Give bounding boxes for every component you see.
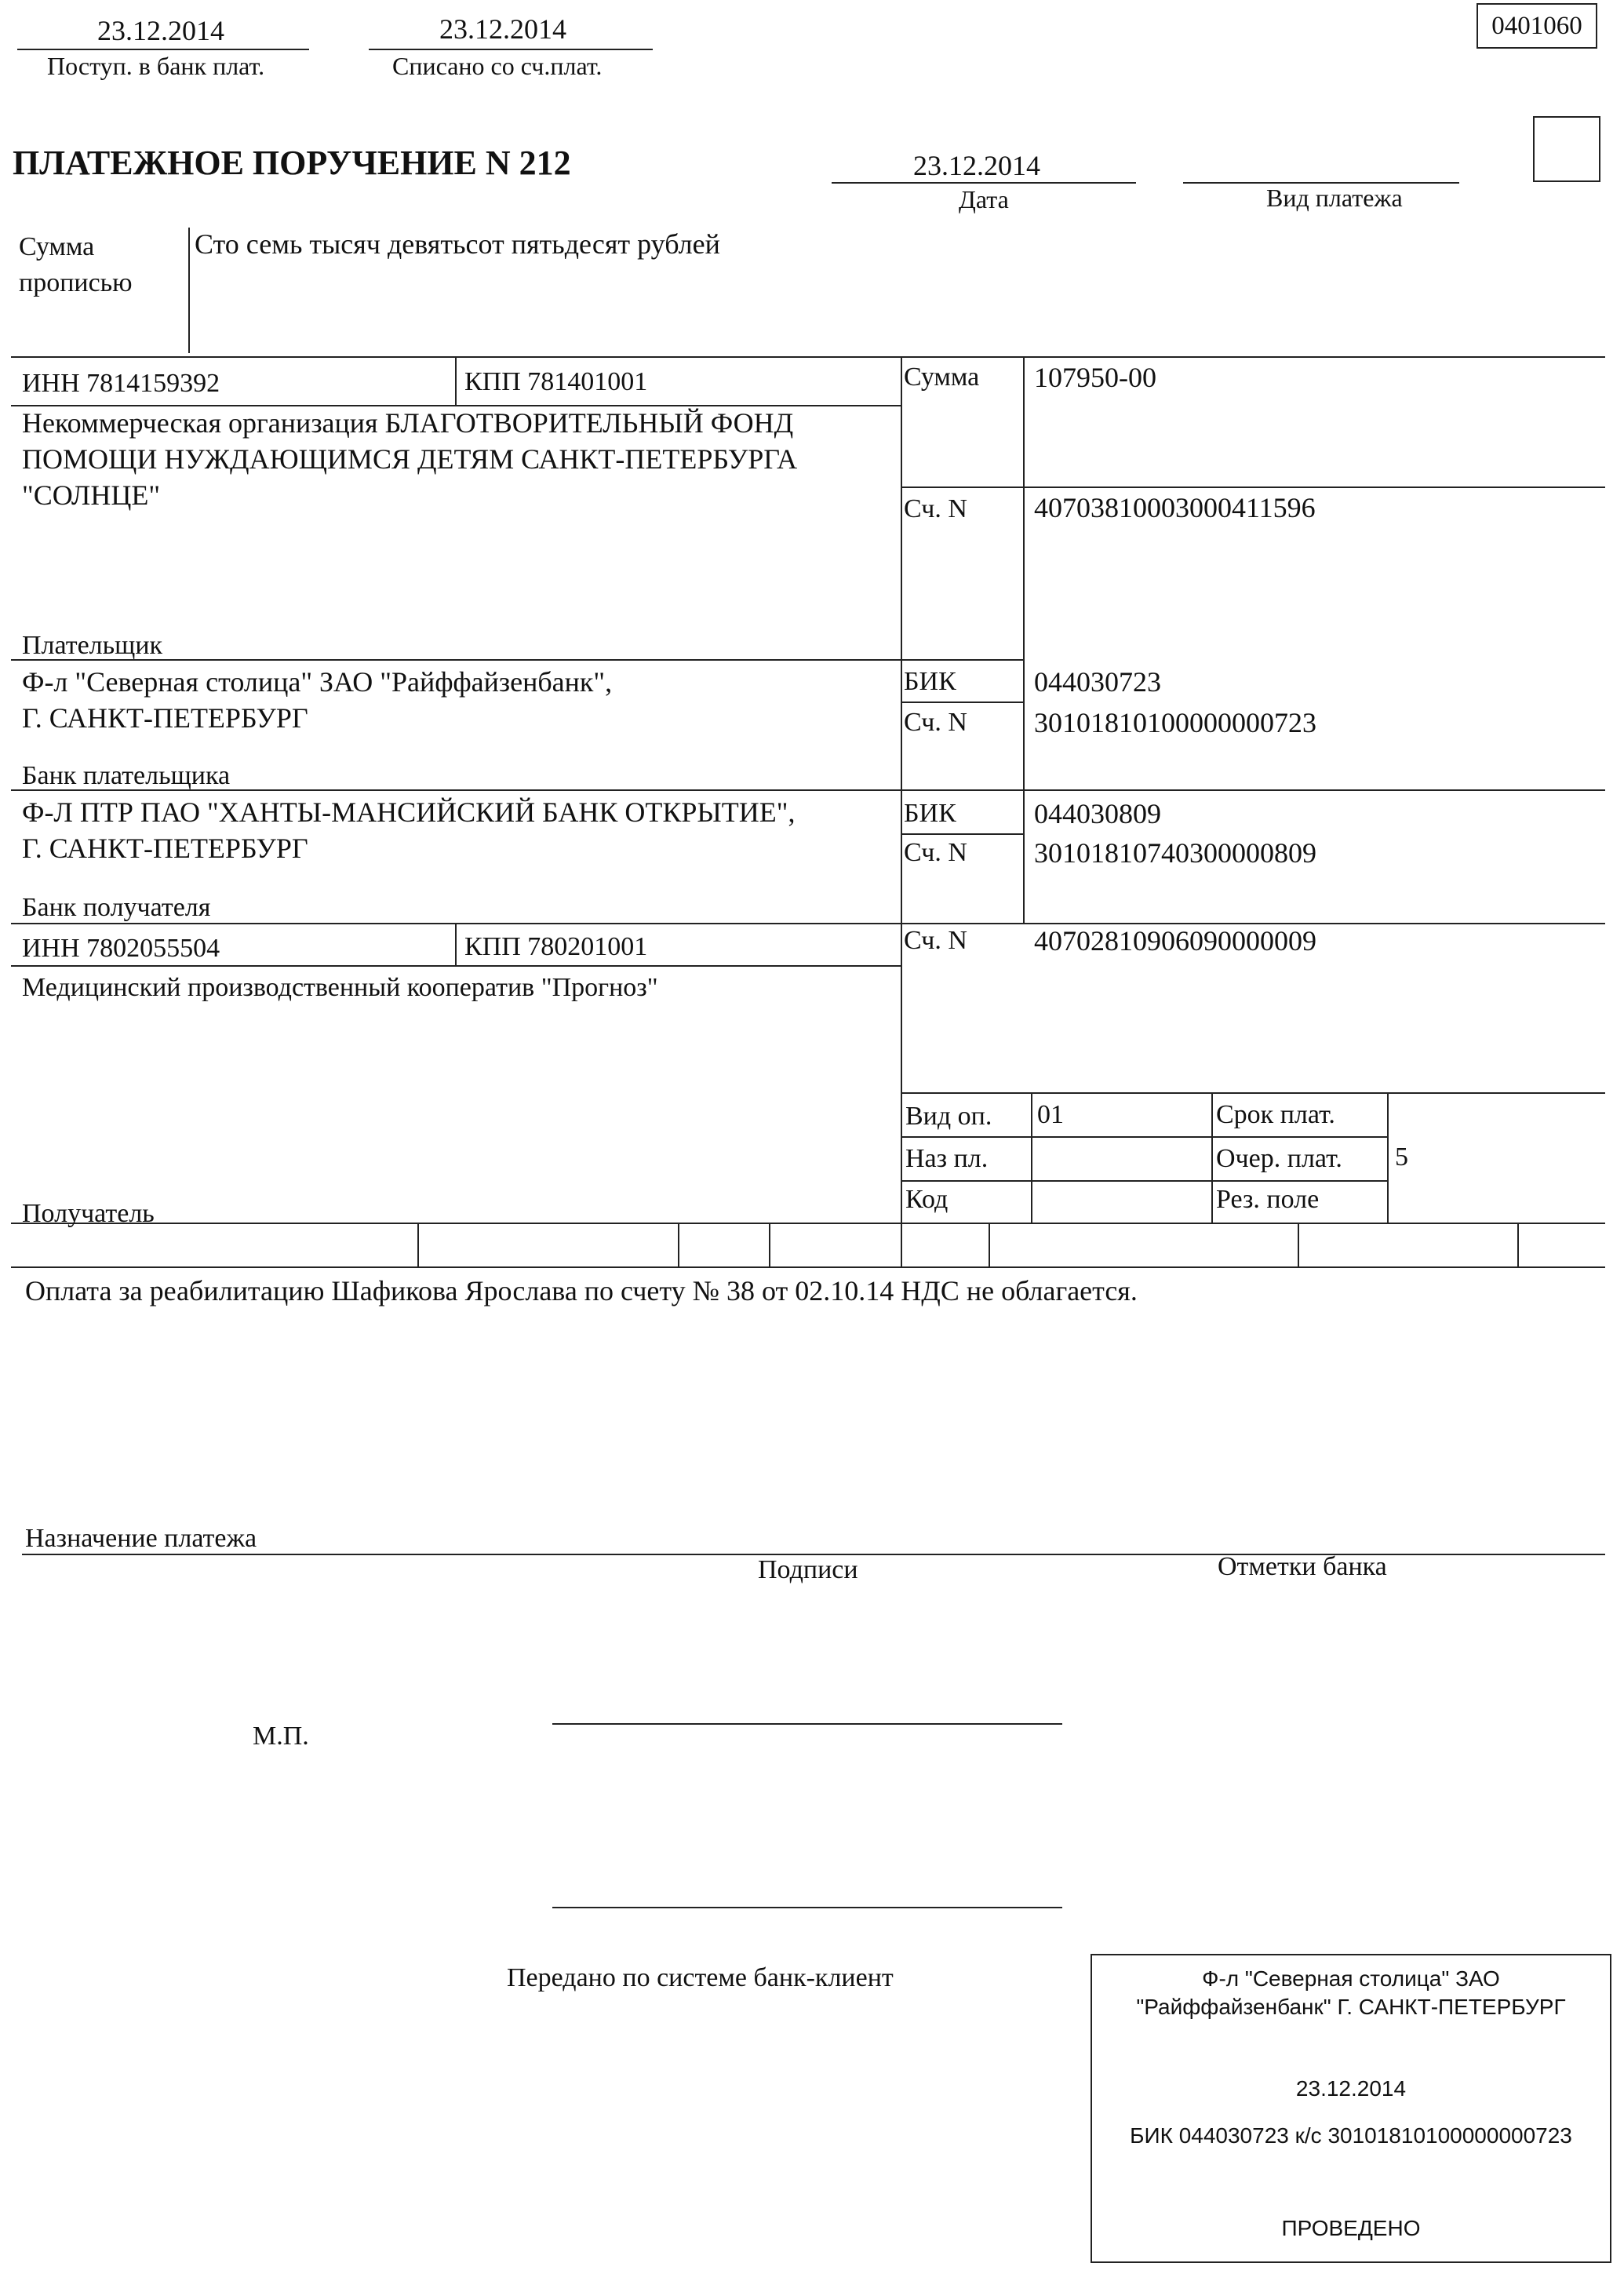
payment-type-box: [1533, 116, 1600, 182]
payer-label: Плательщик: [22, 631, 163, 660]
payment-type-label: Вид платежа: [1266, 184, 1403, 212]
grid-vline-main: [901, 356, 902, 1266]
bank-marks-label: Отметки банка: [1218, 1552, 1387, 1581]
payee-name: Медицинский производственный кооператив "Прогноз": [22, 973, 658, 1002]
grid-vline-inn-payee: [455, 923, 457, 965]
grid-vline-inn-payer: [455, 356, 457, 405]
code-label: Код: [905, 1185, 949, 1214]
debited-date: 23.12.2014: [439, 13, 566, 45]
grid-line-payee-bank: [11, 923, 1605, 924]
payer-bank-name-line-1: Ф-л "Северная столица" ЗАО "Райффайзенбанк",: [22, 666, 613, 698]
debited-date-line: [369, 49, 653, 50]
payee-bank-name-line-1: Ф-Л ПТР ПАО "ХАНТЫ-МАНСИЙСКИЙ БАНК ОТКРЫТИЕ",: [22, 796, 796, 828]
order-date: 23.12.2014: [913, 150, 1040, 181]
reserve-label: Рез. поле: [1216, 1185, 1320, 1214]
budget-vline-4: [989, 1223, 990, 1266]
grid-vline-op-values: [1387, 1092, 1389, 1223]
purpose-label: Назначение платежа: [25, 1524, 257, 1553]
op-type-label: Вид оп.: [905, 1102, 992, 1131]
signature-line-1: [552, 1723, 1062, 1725]
amount-words-divider: [188, 228, 190, 353]
signature-line-2: [552, 1907, 1062, 1908]
form-code: 0401060: [1477, 3, 1597, 49]
received-date-line: [17, 49, 309, 50]
payee-inn: ИНН 7802055504: [22, 934, 220, 963]
stamp-status: ПРОВЕДЕНО: [1281, 2216, 1421, 2240]
budget-vline-3: [769, 1223, 770, 1266]
seal-label: М.П.: [253, 1722, 309, 1751]
payer-account-label: Сч. N: [904, 494, 967, 523]
budget-vline-2: [678, 1223, 679, 1266]
grid-line-payee-account: [901, 1092, 1605, 1094]
payee-bank-bik-label: БИК: [904, 799, 956, 828]
grid-line-account-payer: [901, 487, 1605, 488]
payer-name-line-3: "СОЛНЦЕ": [22, 479, 161, 511]
bank-stamp: [1091, 1954, 1611, 2263]
priority-value: 5: [1395, 1142, 1408, 1172]
grid-line-payer-bank: [11, 789, 1605, 791]
purpose-code-label: Наз пл.: [905, 1144, 989, 1173]
grid-line-payer-bik: [901, 702, 1023, 703]
grid-line-payer: [11, 659, 1023, 661]
grid-line-payee: [11, 1223, 1605, 1224]
payer-bank-name-line-2: Г. САНКТ-ПЕТЕРБУРГ: [22, 702, 308, 734]
signatures-label: Подписи: [758, 1555, 858, 1584]
grid-vline-values-3: [1031, 1092, 1032, 1223]
payee-kpp: КПП 780201001: [464, 932, 648, 961]
payee-bank-account-value: 30101810740300000809: [1034, 837, 1316, 869]
debited-label: Списано со сч.плат.: [392, 52, 603, 80]
op-type-value: 01: [1037, 1100, 1064, 1129]
grid-line-inn-payee: [11, 965, 901, 967]
payee-label: Получатель: [22, 1199, 155, 1228]
payer-bank-label: Банк плательщика: [22, 761, 231, 790]
amount-words-value: Сто семь тысяч девятьсот пятьдесят рублей: [195, 228, 720, 260]
grid-vline-op-labels: [1211, 1092, 1213, 1223]
payee-bank-name-line-2: Г. САНКТ-ПЕТЕРБУРГ: [22, 833, 308, 864]
grid-line-op-2: [901, 1180, 1387, 1182]
page-title: ПЛАТЕЖНОЕ ПОРУЧЕНИЕ N 212: [13, 144, 571, 182]
payee-account-value: 40702810906090000009: [1034, 925, 1316, 957]
priority-label: Очер. плат.: [1216, 1144, 1342, 1173]
stamp-line-1: Ф-л "Северная столица" ЗАО: [1202, 1966, 1500, 1991]
amount-words-label-2: прописью: [19, 268, 133, 297]
budget-vline-1: [417, 1223, 419, 1266]
payer-kpp: КПП 781401001: [464, 367, 648, 396]
payer-bank-account-value: 30101810100000000723: [1034, 707, 1316, 738]
amount-words-label-1: Сумма: [19, 232, 95, 261]
order-date-label: Дата: [959, 185, 1009, 213]
payer-name-line-2: ПОМОЩИ НУЖДАЮЩИМСЯ ДЕТЯМ САНКТ-ПЕТЕРБУРГА: [22, 443, 798, 475]
received-date: 23.12.2014: [97, 15, 224, 46]
order-date-line: [832, 182, 1136, 184]
payee-bank-account-label: Сч. N: [904, 838, 967, 867]
grid-line-top: [11, 356, 1605, 358]
payer-bank-bik-label: БИК: [904, 667, 956, 696]
grid-line-op-1: [901, 1136, 1387, 1138]
purpose-text: Оплата за реабилитацию Шафикова Ярослава по счету № 38 от 02.10.14 НДС не облагается.: [25, 1275, 1138, 1306]
due-label: Срок плат.: [1216, 1100, 1335, 1129]
payee-account-label: Сч. N: [904, 926, 967, 955]
payer-bank-bik-value: 044030723: [1034, 666, 1161, 698]
amount-value: 107950-00: [1034, 362, 1156, 393]
stamp-bik-line: БИК 044030723 к/с 30101810100000000723: [1130, 2123, 1572, 2148]
grid-vline-values-2: [1023, 789, 1025, 923]
payer-account-value: 40703810003000411596: [1034, 492, 1316, 523]
transmitted-text: Передано по системе банк-клиент: [507, 1963, 894, 1992]
amount-label: Сумма: [904, 363, 980, 392]
stamp-line-2: "Райффайзенбанк" Г. САНКТ-ПЕТЕРБУРГ: [1136, 1995, 1566, 2019]
payer-bank-account-label: Сч. N: [904, 708, 967, 737]
stamp-date: 23.12.2014: [1295, 2076, 1407, 2101]
budget-vline-5: [1298, 1223, 1299, 1266]
payer-inn: ИНН 7814159392: [22, 369, 220, 398]
payee-bank-label: Банк получателя: [22, 893, 211, 922]
grid-line-payee-bik: [901, 833, 1023, 835]
received-label: Поступ. в банк плат.: [47, 52, 265, 80]
budget-vline-6: [1517, 1223, 1519, 1266]
payer-name-line-1: Некоммерческая организация БЛАГОТВОРИТЕЛЬНЫЙ ФОНД: [22, 407, 794, 439]
payee-bank-bik-value: 044030809: [1034, 798, 1161, 829]
grid-line-budget: [11, 1266, 1605, 1268]
grid-vline-values: [1023, 356, 1025, 789]
